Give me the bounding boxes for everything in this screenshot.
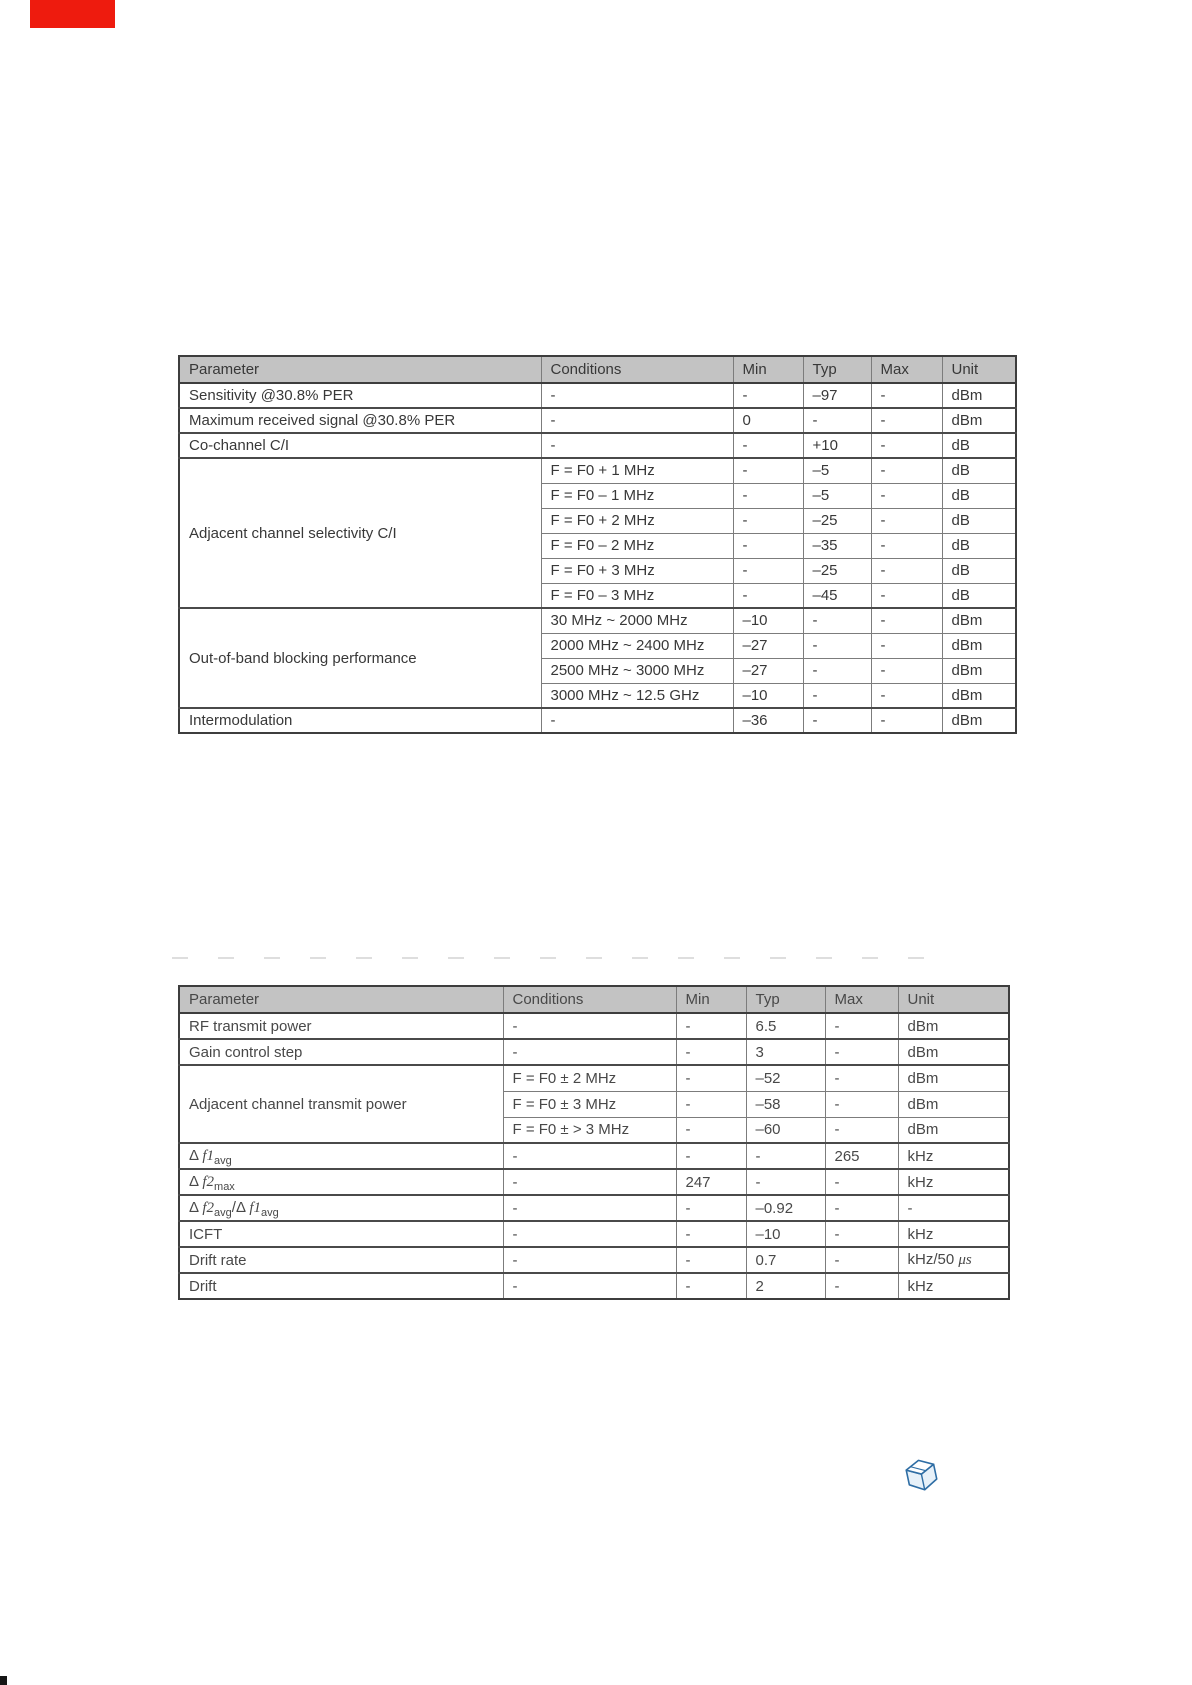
- receiver-table-header: [179, 356, 1016, 383]
- tx-condition-cell: -: [503, 1221, 676, 1247]
- tx-unit-cell: dBm: [898, 1091, 1009, 1117]
- rx-condition-cell: -: [541, 383, 733, 408]
- tx-max-cell: -: [825, 1195, 898, 1221]
- rx-condition-cell: F = F0 + 1 MHz: [541, 458, 733, 483]
- rx-condition-cell: 2000 MHz ~ 2400 MHz: [541, 633, 733, 658]
- tx-header-max: Max: [825, 986, 898, 1013]
- tx-min-cell: -: [676, 1221, 746, 1247]
- rx-min-cell: -: [733, 433, 803, 458]
- rx-max-cell: -: [871, 383, 942, 408]
- rx-unit-cell: dB: [942, 533, 1016, 558]
- tx-condition-cell: -: [503, 1169, 676, 1195]
- tx-row: [179, 1273, 1009, 1299]
- rx-unit-cell: dB: [942, 558, 1016, 583]
- rx-unit-cell: dBm: [942, 708, 1016, 733]
- tx-unit-cell: dBm: [898, 1117, 1009, 1143]
- tx-typ-cell: -: [746, 1143, 825, 1169]
- tx-typ-cell: -: [746, 1169, 825, 1195]
- rx-header-row: [179, 356, 1016, 383]
- rx-row: [179, 433, 1016, 458]
- receiver-table-body: [179, 383, 1016, 733]
- tx-max-cell: -: [825, 1117, 898, 1143]
- tx-min-cell: -: [676, 1091, 746, 1117]
- tx-unit-cell: kHz: [898, 1169, 1009, 1195]
- tx-typ-cell: –58: [746, 1091, 825, 1117]
- rx-condition-cell: -: [541, 408, 733, 433]
- rx-max-cell: -: [871, 683, 942, 708]
- tx-min-cell: -: [676, 1065, 746, 1091]
- rx-condition-cell: 30 MHz ~ 2000 MHz: [541, 608, 733, 633]
- transmitter-table-body: [179, 1013, 1009, 1299]
- tx-condition-cell: -: [503, 1013, 676, 1039]
- receiver-characteristics-table: [178, 355, 1017, 734]
- rx-max-cell: -: [871, 633, 942, 658]
- rx-header-parameter: Parameter: [179, 356, 541, 383]
- tx-condition-cell: -: [503, 1273, 676, 1299]
- rx-row: [179, 608, 1016, 633]
- tx-row: [179, 1247, 1009, 1273]
- tx-typ-cell: 0.7: [746, 1247, 825, 1273]
- rx-header-typ: Typ: [803, 356, 871, 383]
- tx-min-cell: -: [676, 1273, 746, 1299]
- tx-parameter-cell: RF transmit power: [179, 1013, 503, 1039]
- tx-min-cell: -: [676, 1117, 746, 1143]
- tx-unit-cell: kHz/50 μs: [898, 1247, 1009, 1273]
- tx-max-cell: -: [825, 1091, 898, 1117]
- tx-header-min: Min: [676, 986, 746, 1013]
- tx-max-cell: 265: [825, 1143, 898, 1169]
- rx-max-cell: -: [871, 508, 942, 533]
- tx-condition-cell: F = F0 ± > 3 MHz: [503, 1117, 676, 1143]
- rx-parameter-cell: Maximum received signal @30.8% PER: [179, 408, 541, 433]
- rx-typ-cell: -: [803, 658, 871, 683]
- rx-min-cell: -: [733, 558, 803, 583]
- rx-max-cell: -: [871, 433, 942, 458]
- tx-min-cell: -: [676, 1195, 746, 1221]
- rx-unit-cell: dB: [942, 483, 1016, 508]
- rx-parameter-cell: Adjacent channel selectivity C/I: [179, 458, 541, 608]
- tx-header-typ: Typ: [746, 986, 825, 1013]
- rx-parameter-cell: Sensitivity @30.8% PER: [179, 383, 541, 408]
- tx-unit-cell: dBm: [898, 1039, 1009, 1065]
- rx-header-max: Max: [871, 356, 942, 383]
- rx-typ-cell: –5: [803, 458, 871, 483]
- rx-min-cell: -: [733, 508, 803, 533]
- tx-row: [179, 1143, 1009, 1169]
- rx-condition-cell: F = F0 – 2 MHz: [541, 533, 733, 558]
- tx-parameter-cell: Δ $f1_{avg}$: [179, 1143, 503, 1169]
- tx-header-unit: Unit: [898, 986, 1009, 1013]
- tx-unit-cell: dBm: [898, 1065, 1009, 1091]
- red-marker-bar: [30, 0, 115, 28]
- tx-condition-cell: -: [503, 1195, 676, 1221]
- rx-typ-cell: -: [803, 683, 871, 708]
- rx-max-cell: -: [871, 533, 942, 558]
- rx-typ-cell: -: [803, 608, 871, 633]
- tx-min-cell: -: [676, 1143, 746, 1169]
- tx-parameter-cell: Δ $f2_{max}$: [179, 1169, 503, 1195]
- rx-min-cell: –10: [733, 608, 803, 633]
- rx-max-cell: -: [871, 708, 942, 733]
- rx-row: [179, 408, 1016, 433]
- rx-unit-cell: dB: [942, 583, 1016, 608]
- rx-max-cell: -: [871, 658, 942, 683]
- tx-typ-cell: –60: [746, 1117, 825, 1143]
- tx-row: [179, 1065, 1009, 1091]
- rx-row: [179, 708, 1016, 733]
- tx-min-cell: -: [676, 1247, 746, 1273]
- rx-min-cell: -: [733, 583, 803, 608]
- tx-min-cell: 247: [676, 1169, 746, 1195]
- rx-condition-cell: F = F0 + 2 MHz: [541, 508, 733, 533]
- tx-typ-cell: 6.5: [746, 1013, 825, 1039]
- tx-max-cell: -: [825, 1273, 898, 1299]
- tx-row: [179, 1195, 1009, 1221]
- rx-condition-cell: 2500 MHz ~ 3000 MHz: [541, 658, 733, 683]
- tx-typ-cell: 2: [746, 1273, 825, 1299]
- rx-min-cell: -: [733, 483, 803, 508]
- rx-min-cell: -: [733, 458, 803, 483]
- rx-typ-cell: –25: [803, 508, 871, 533]
- tx-parameter-cell: Adjacent channel transmit power: [179, 1065, 503, 1143]
- rx-parameter-cell: Co-channel C/I: [179, 433, 541, 458]
- rx-max-cell: -: [871, 558, 942, 583]
- tx-parameter-cell: Δ $f2_{avg}/\Delta$ $f1_{avg}$: [179, 1195, 503, 1221]
- tx-typ-cell: –10: [746, 1221, 825, 1247]
- rx-parameter-cell: Out-of-band blocking performance: [179, 608, 541, 708]
- faded-scan-artifact-line: [172, 957, 944, 959]
- tx-row: [179, 1169, 1009, 1195]
- rx-unit-cell: dBm: [942, 633, 1016, 658]
- transmitter-characteristics-table: [178, 985, 1010, 1300]
- tx-min-cell: -: [676, 1013, 746, 1039]
- rx-condition-cell: -: [541, 433, 733, 458]
- tx-header-parameter: Parameter: [179, 986, 503, 1013]
- tx-condition-cell: F = F0 ± 3 MHz: [503, 1091, 676, 1117]
- rx-unit-cell: dBm: [942, 408, 1016, 433]
- rx-max-cell: -: [871, 483, 942, 508]
- rx-min-cell: –27: [733, 658, 803, 683]
- rx-condition-cell: F = F0 – 1 MHz: [541, 483, 733, 508]
- tx-unit-cell: -: [898, 1195, 1009, 1221]
- rx-row: [179, 458, 1016, 483]
- rx-min-cell: -: [733, 533, 803, 558]
- rx-unit-cell: dBm: [942, 658, 1016, 683]
- rx-condition-cell: 3000 MHz ~ 12.5 GHz: [541, 683, 733, 708]
- tx-typ-cell: 3: [746, 1039, 825, 1065]
- rx-parameter-cell: Intermodulation: [179, 708, 541, 733]
- rx-typ-cell: -: [803, 708, 871, 733]
- rx-condition-cell: F = F0 – 3 MHz: [541, 583, 733, 608]
- rx-typ-cell: –35: [803, 533, 871, 558]
- rx-typ-cell: +10: [803, 433, 871, 458]
- tx-header-conditions: Conditions: [503, 986, 676, 1013]
- tx-max-cell: -: [825, 1013, 898, 1039]
- tx-condition-cell: -: [503, 1039, 676, 1065]
- rx-min-cell: –10: [733, 683, 803, 708]
- tx-row: [179, 1013, 1009, 1039]
- rx-typ-cell: –25: [803, 558, 871, 583]
- rx-condition-cell: F = F0 + 3 MHz: [541, 558, 733, 583]
- rx-min-cell: –36: [733, 708, 803, 733]
- rx-condition-cell: -: [541, 708, 733, 733]
- tx-max-cell: -: [825, 1247, 898, 1273]
- tx-max-cell: -: [825, 1039, 898, 1065]
- rx-max-cell: -: [871, 583, 942, 608]
- tx-unit-cell: kHz: [898, 1273, 1009, 1299]
- rx-max-cell: -: [871, 608, 942, 633]
- rx-min-cell: -: [733, 383, 803, 408]
- tx-parameter-cell: Drift: [179, 1273, 503, 1299]
- rx-unit-cell: dB: [942, 458, 1016, 483]
- rx-unit-cell: dBm: [942, 683, 1016, 708]
- rx-min-cell: –27: [733, 633, 803, 658]
- tx-header-row: [179, 986, 1009, 1013]
- rx-unit-cell: dB: [942, 433, 1016, 458]
- rx-header-conditions: Conditions: [541, 356, 733, 383]
- tx-condition-cell: -: [503, 1247, 676, 1273]
- rx-unit-cell: dB: [942, 508, 1016, 533]
- tx-max-cell: -: [825, 1221, 898, 1247]
- page-corner-mark: [0, 1676, 7, 1685]
- tx-condition-cell: -: [503, 1143, 676, 1169]
- tx-parameter-cell: Gain control step: [179, 1039, 503, 1065]
- tx-row: [179, 1039, 1009, 1065]
- package-box-logo-icon: [900, 1454, 944, 1500]
- rx-max-cell: -: [871, 458, 942, 483]
- tx-unit-cell: kHz: [898, 1221, 1009, 1247]
- rx-unit-cell: dBm: [942, 383, 1016, 408]
- tx-unit-cell: dBm: [898, 1013, 1009, 1039]
- rx-row: [179, 383, 1016, 408]
- rx-typ-cell: –5: [803, 483, 871, 508]
- rx-header-min: Min: [733, 356, 803, 383]
- rx-typ-cell: -: [803, 408, 871, 433]
- rx-typ-cell: –45: [803, 583, 871, 608]
- tx-parameter-cell: ICFT: [179, 1221, 503, 1247]
- tx-min-cell: -: [676, 1039, 746, 1065]
- tx-row: [179, 1221, 1009, 1247]
- transmitter-table-header: [179, 986, 1009, 1013]
- rx-max-cell: -: [871, 408, 942, 433]
- tx-max-cell: -: [825, 1065, 898, 1091]
- tx-unit-cell: kHz: [898, 1143, 1009, 1169]
- rx-unit-cell: dBm: [942, 608, 1016, 633]
- tx-condition-cell: F = F0 ± 2 MHz: [503, 1065, 676, 1091]
- tx-typ-cell: –0.92: [746, 1195, 825, 1221]
- tx-typ-cell: –52: [746, 1065, 825, 1091]
- rx-typ-cell: -: [803, 633, 871, 658]
- rx-typ-cell: –97: [803, 383, 871, 408]
- rx-min-cell: 0: [733, 408, 803, 433]
- rx-header-unit: Unit: [942, 356, 1016, 383]
- tx-max-cell: -: [825, 1169, 898, 1195]
- tx-parameter-cell: Drift rate: [179, 1247, 503, 1273]
